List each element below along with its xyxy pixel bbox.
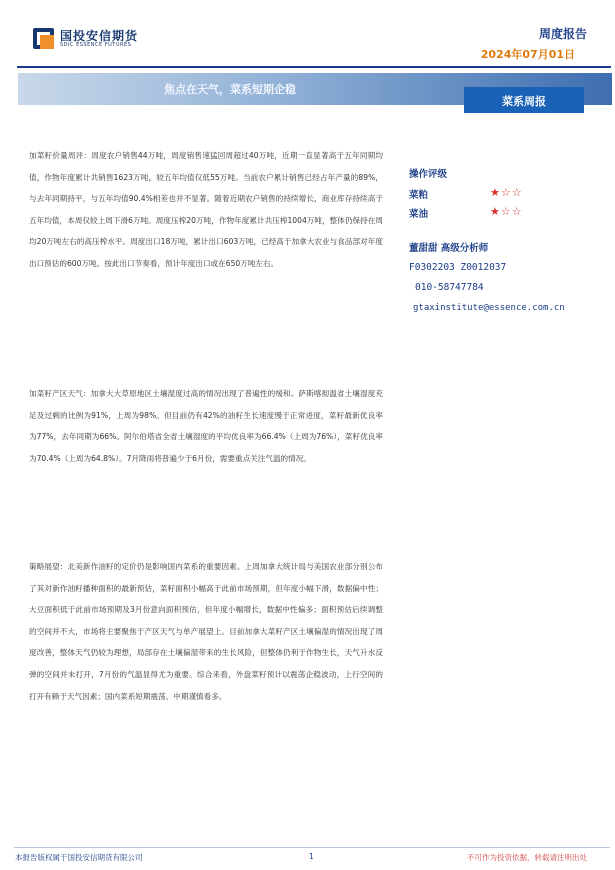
paragraph-outlook: 策略展望：北美新作油籽的定价仍是影响国内菜系的重要因素。上周加拿大统计局与美国农业部分别公布了其对新作油籽播种面积的最新预估，菜籽面积小幅高于此前市场预期，但年度小幅下滑，数据偏中性；大豆面积低于此前市场预期及3月份意向面积预估，但年度小幅增长，数据中性偏多；面积预估后续调整的空间并不大，市场将主要聚焦于产区天气与单产展望上。目前加拿大菜籽产区土壤偏湿的情况出现了周度改善，整体天气仍较为理想，局部存在土壤偏湿带来的生长风险，但整体仍利于作物生长，天气升水反弹的空间并未打开，7月份的气温显得尤为重要。综合来看，外盘菜籽预计以震荡企稳波动，上行空间的打开有赖于天气因素；国内菜系短期震荡、中期谨慎看多。 <box>29 562 383 701</box>
logo-english-name: SDIC ESSENCE FUTURES <box>60 42 132 48</box>
paragraph-weather: 加菜籽产区天气：加拿大大草原地区土壤湿度过高的情况出现了普遍性的缓和。萨斯喀彻温省土壤湿度充足及过剩的比例为91%，上周为98%。但目前仍有42%的油籽生长速度慢于正常进度，菜籽最新优良率为77%，去年同期为66%。阿尔伯塔省全省土壤湿度的平均优良率为66.4%（上周为76%），菜籽优良率为70.4%（上周为64.8%）。7月降雨将普遍少于6月份，需要重点关注气温的情况。 <box>29 389 383 463</box>
report-type: 周度报告 <box>538 27 587 41</box>
rating-stars-meal: ★☆☆ <box>490 186 523 199</box>
company-logo <box>33 27 153 51</box>
analyst-name: 董甜甜 高级分析师 <box>409 243 489 254</box>
report-category-tag <box>464 87 584 113</box>
footer-disclaimer: 不可作为投资依据，转载请注明出处 <box>467 853 587 862</box>
header-divider <box>17 66 611 68</box>
analyst-phone: 010-58747784 <box>415 282 484 293</box>
report-date: 2024年07月01日 <box>480 48 575 61</box>
report-title: 焦点在天气，菜系短期企稳 <box>164 83 296 96</box>
logo-chinese-name: 国投安信期货 <box>60 29 139 43</box>
report-category-label: 菜系周报 <box>502 95 546 108</box>
footer-divider <box>14 847 610 848</box>
footer-copyright: 本报告版权属于国投安信期货有限公司 <box>15 853 143 862</box>
paragraph-price-volume: 加菜籽价量周评：周度农户销售44万吨，周度销售速猛回周超过40万吨，近期一直显著高于五年同期均值，作物年度累计共销售1623万吨，较五年均值仅低55万吨。当前农户累计销售已经占年产量的89%，与去年同期持平，与五年均值90.4%相差也并不显著。随着近期农户销售的持续增长，商业库存持续高于五年均值，本周仅较上周下滑6万吨。周度压榨20万吨，作物年度累计共压榨1004万吨，整体仍保持在周均20万吨左右的高压榨水平。周度出口18万吨，累计出口603万吨，已经高于加拿大农业与食品部对年度出口预估的600万吨。按此出口节奏看，预计年度出口或在650万吨左右。 <box>29 151 383 268</box>
rating-label-meal: 菜粕 <box>409 190 429 201</box>
rating-title: 操作评级 <box>409 169 448 180</box>
page-number: 1 <box>309 852 314 861</box>
logo-mark-icon <box>33 28 54 49</box>
analyst-email[interactable]: gtaxinstitute@essence.com.cn <box>413 303 565 313</box>
analyst-certificate: F0302203 Z0012037 <box>409 262 507 273</box>
rating-stars-oil: ★☆☆ <box>490 205 523 218</box>
rating-label-oil: 菜油 <box>409 209 429 220</box>
